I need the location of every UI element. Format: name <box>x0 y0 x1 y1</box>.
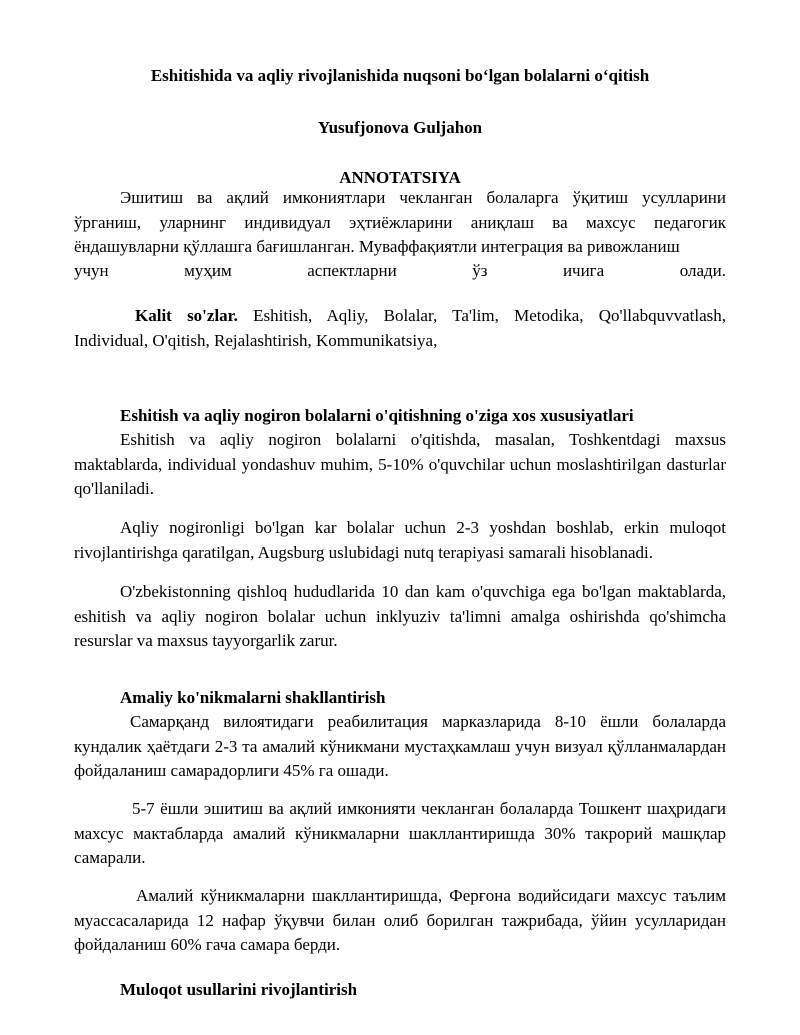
annotation-paragraph-last-line <box>74 259 726 284</box>
keywords-paragraph <box>74 304 726 353</box>
annotation-paragraph <box>74 186 726 260</box>
section-heading-3: Muloqot usullarini rivojlantirish <box>120 980 358 999</box>
document-title: Eshitishida va aqliy rivojlanishida nuqsoni bo‘lgan bolalarni o‘qitish <box>150 66 650 85</box>
keywords-text: Eshitish, Aqliy, Bolalar, Ta'lim, Metodika, Qo'llabquvvatlash, Individual, O'qitish, Rejalashtirish, Kommunikatsiya, <box>74 306 726 350</box>
section2-paragraph-3: Амалий кўникмаларни шакллантиришда, Ферғона водийсидаги махсус таълим муассасаларида 12 нафар ўқувчи билан олиб борилган тажрибада, ўйин усулларидан фойдаланиш 60% гача самара берди. <box>74 886 726 954</box>
section-heading-1: Eshitish va aqliy nogiron bolalarni o'qitishning o'ziga xos xususiyatlari <box>120 406 634 425</box>
annotation-text: Эшитиш ва ақлий имкониятлари чекланган болаларга ўқитиш усулларини ўрганиш, уларнинг индивидуал эҳтиёжларини аниқлаш ва махсус педагогик ёндашувларни қўллашга бағишланган. Муваффақиятли интеграция ва ривожланиш <box>74 188 726 256</box>
keywords-label: Kalit so'zlar. <box>135 306 238 325</box>
annotation-text-last: учун муҳим аспектларни ўз ичига олади. <box>74 261 726 280</box>
section1-paragraph-1: Eshitish va aqliy nogiron bolalarni o'qitishda, masalan, Toshkentdagi maxsus maktablarda, individual yondashuv muhim, 5-10% o'quvchilar uchun moslashtirilgan dasturlar qo'llaniladi. <box>74 430 726 498</box>
annotation-heading: ANNOTATSIYA <box>339 168 461 187</box>
section2-paragraph-2: 5-7 ёшли эшитиш ва ақлий имконияти чекланган болаларда Тошкент шаҳридаги махсус мактабларда амалий кўникмаларни шакллантиришда 30% такрорий машқлар самарали. <box>74 799 726 867</box>
author-name: Yusufjonova Guljahon <box>317 118 483 137</box>
section-heading-2: Amaliy ko'nikmalarni shakllantirish <box>120 688 386 707</box>
section1-paragraph-3: O'zbekistonning qishloq hududlarida 10 dan kam o'quvchiga ega bo'lgan maktablarda, eshitish va aqliy nogiron bolalar uchun inklyuziv ta'limni amalga oshirishda qo'shimcha resurslar va maxsus tayyorgarlik zarur. <box>74 582 726 650</box>
section2-paragraph-1: Самарқанд вилоятидаги реабилитация марказларида 8-10 ёшли болаларда кундалик ҳаётдаги 2-3 та амалий кўникмани мустаҳкамлаш учун визуал қўлланмалардан фойдаланиш самарадорлиги 45% га ошади. <box>74 712 726 780</box>
section1-paragraph-2: Aqliy nogironligi bo'lgan kar bolalar uchun 2-3 yoshdan boshlab, erkin muloqot rivojlantirishga qaratilgan, Augsburg uslubidagi nutq terapiyasi samarali hisoblanadi. <box>74 518 726 562</box>
